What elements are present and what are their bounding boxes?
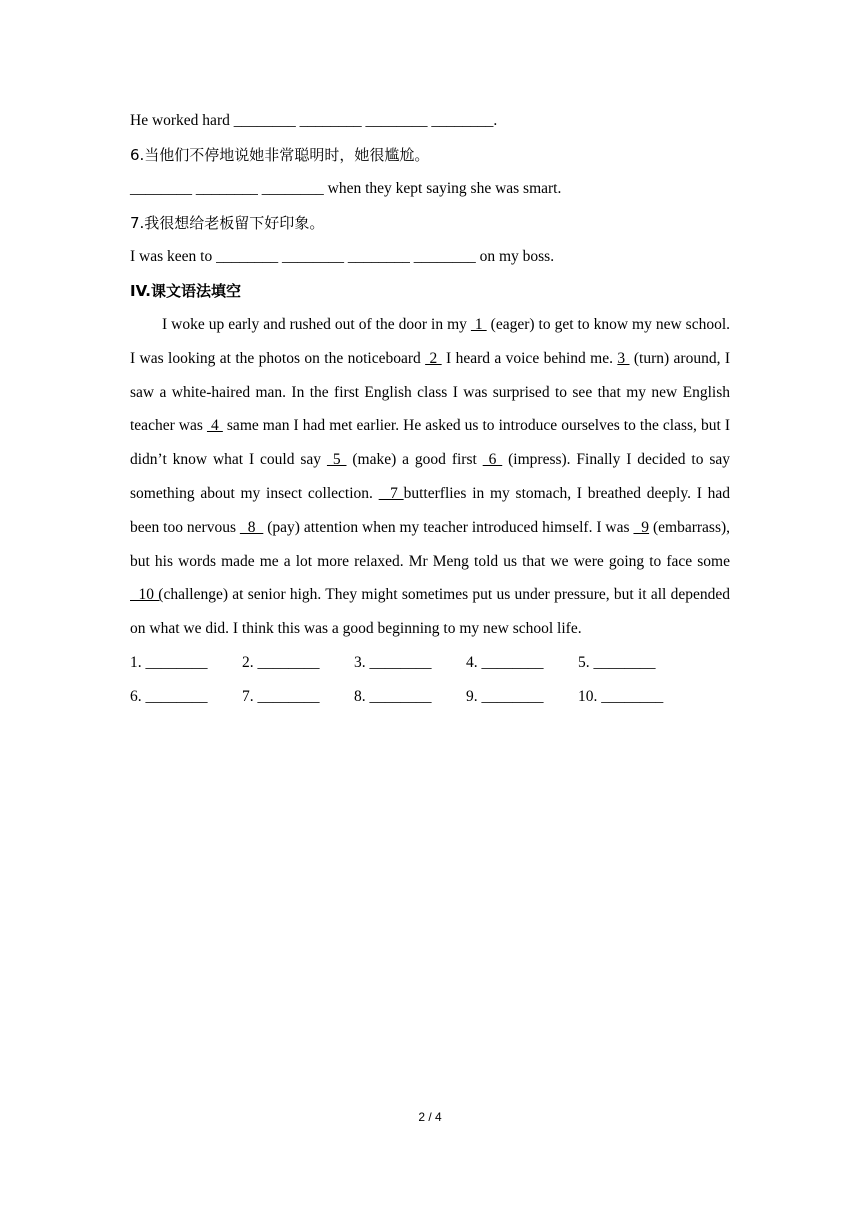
answer-slot-2: 2. ________ (242, 653, 320, 671)
answer-row-1 (130, 646, 730, 680)
worksheet-page (130, 104, 730, 714)
blank-1: 1 (470, 316, 487, 333)
translation-answer-line-5: He worked hard ________ ________ ________ ________. (130, 112, 498, 129)
answer-slot-6: 6. ________ (130, 687, 208, 705)
answer-row-2 (130, 680, 730, 714)
blank-2: 2 (425, 349, 442, 367)
question-7-english: I was keen to ________ ________ ________ ________ on my boss. (130, 248, 555, 265)
passage-text: same man I had met earlier. He asked us to introduce ourselves to the class, but I didn’t know what I could say (130, 417, 731, 469)
grammar-passage (130, 308, 730, 646)
answer-slot-4: 4. ________ (466, 653, 544, 671)
answer-slot-10: 10. ________ (578, 687, 664, 705)
passage-text: (turn) around, I saw a white-haired man. In the first English class I was surprised to see that my new English teacher was (130, 349, 730, 435)
blank-10: 10 ( (130, 586, 164, 604)
passage-text: butterflies in my stomach, I breathed deeply. I had been too nervous (130, 484, 730, 536)
blank-8: 8 (239, 518, 264, 536)
question-6-chinese: 6.当他们不停地说她非常聪明时，她很尴尬。 (130, 146, 430, 164)
passage-text: (make) a good first (346, 451, 483, 469)
blank-5: 5 (326, 451, 347, 469)
passage-text: challenge) at senior high. They might sometimes put us under pressure, but it all depended on what we did. I think this was a good beginning to my new school life. (130, 586, 730, 638)
answer-slot-5: 5. ________ (578, 653, 656, 671)
passage-text: (pay) attention when my teacher introduced himself. I was (263, 518, 634, 536)
passage-text: I heard a voice behind me. (441, 349, 618, 367)
passage-text: (impress). Finally I decided to say something about my insect collection. (130, 451, 731, 502)
passage-text: I woke up early and rushed out of the door in my (162, 316, 471, 333)
blank-4: 4 (206, 417, 223, 435)
blank-6: 6 (482, 451, 503, 469)
answer-slot-3: 3. ________ (354, 653, 432, 671)
answer-slot-7: 7. ________ (242, 687, 320, 705)
answer-slot-8: 8. ________ (354, 687, 432, 705)
blank-9: 9 (633, 518, 650, 536)
answer-slot-1: 1. ________ (130, 653, 208, 671)
passage-text: (eager) to get to know my new school. I was looking at the photos on the noticeboard (130, 316, 731, 367)
question-7-chinese: 7.我很想给老板留下好印象。 (130, 214, 325, 232)
passage-text: (embarrass), but his words made me a lot more relaxed. Mr Meng told us that we were going to face some (130, 518, 731, 570)
blank-3: 3 (617, 349, 630, 367)
answer-slot-9: 9. ________ (466, 687, 544, 705)
page-number: 2 / 4 (418, 1110, 442, 1124)
blank-7: 7 (378, 484, 404, 502)
section-heading: IV.课文语法填空 (130, 282, 241, 300)
question-6-english: ________ ________ ________ when they kept saying she was smart. (130, 180, 562, 197)
